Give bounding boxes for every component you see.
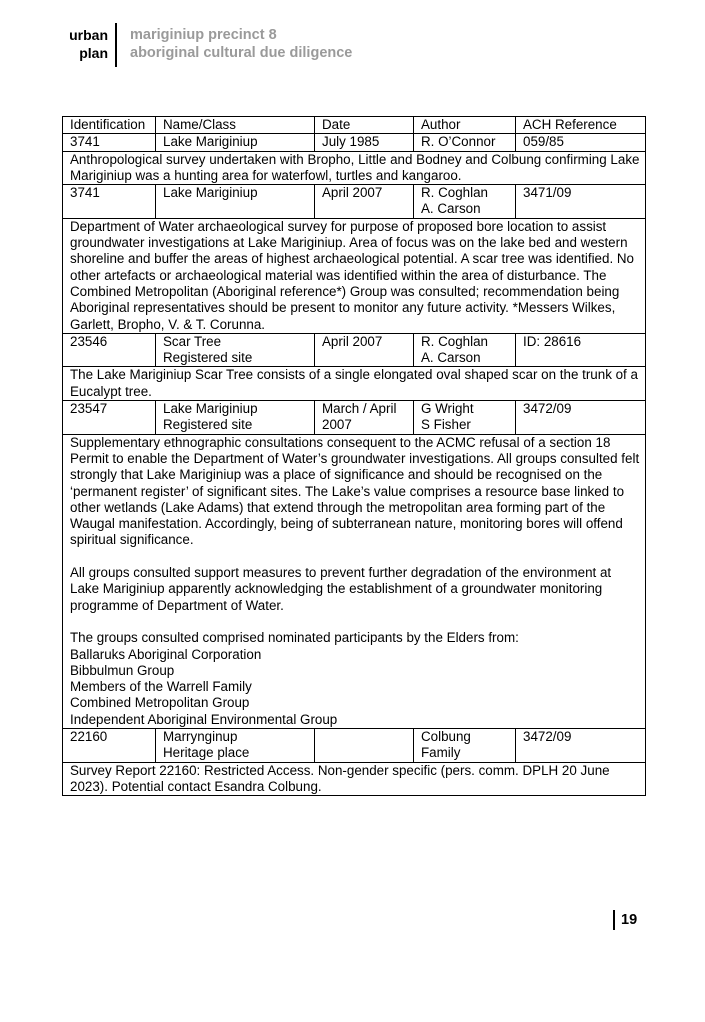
cell-line: R. Coghlan <box>421 333 488 349</box>
description-paragraph: Department of Water archaeological survey for purpose of proposed bore location to assist groundwater investigations at Lake Mariginiup. Area of focus was on the lake bed and western shoreline and buffer the areas of highest archaeological potential. A scar tree was identified. No other artefacts or archaeological material was identified within the area of disturbance. The Combined Metropolitan (Aboriginal reference*) Group was consulted; recommendation being Aboriginal representatives should be present to monitor any future activity. *Messers Wilkes, Garlett, Bropho, V. & T. Corunna. <box>70 218 635 332</box>
description-paragraph: The groups consulted comprised nominated participants by the Elders from: <box>70 630 519 646</box>
cell-line: Colbung <box>421 728 471 744</box>
cell-line: R. O’Connor <box>421 134 496 150</box>
cell-ach-reference: 3471/09 <box>516 185 646 219</box>
cell-description <box>63 367 646 401</box>
cell-line: March / April <box>322 401 397 417</box>
logo-line-2: plan <box>79 45 108 61</box>
description-paragraph: All groups consulted support measures to prevent further degradation of the environment at Lake Mariginiup apparently acknowledging the establishment of a groundwater monitoring programme of Department of Water. <box>70 565 612 613</box>
page-number-label: 19 <box>621 912 638 928</box>
cell-line: S Fisher <box>421 417 471 433</box>
document-title-line-2: aboriginal cultural due diligence <box>130 45 353 61</box>
cell-identification: 23546 <box>63 333 156 367</box>
site-register-table <box>62 116 646 796</box>
cell-line: Lake Mariginiup <box>163 401 258 417</box>
cell-description <box>63 218 646 333</box>
description-paragraph: Survey Report 22160: Restricted Access. Non-gender specific (pers. comm. DPLH 20 June 2023). Potential contact Esandra Colbung. <box>70 762 610 794</box>
paragraph-gap <box>70 549 640 565</box>
cell-date <box>315 728 414 762</box>
cell-ach-reference: 3472/09 <box>516 401 646 435</box>
cell-name-class <box>156 401 315 435</box>
cell-ach-reference: 059/85 <box>516 134 646 151</box>
cell-line: Marrynginup <box>163 728 238 744</box>
cell-line: April 2007 <box>322 185 383 201</box>
cell-line: A. Carson <box>421 350 481 366</box>
column-header-identification: Identification <box>63 117 156 134</box>
description-row <box>63 762 646 796</box>
table-row <box>63 728 646 762</box>
table-row <box>63 401 646 435</box>
cell-ach-reference: 3472/09 <box>516 728 646 762</box>
table-header-row <box>63 117 646 134</box>
cell-date <box>315 134 414 151</box>
cell-description <box>63 762 646 796</box>
column-header-ach-reference: ACH Reference <box>516 117 646 134</box>
cell-line: R. Coghlan <box>421 185 488 201</box>
cell-name-class <box>156 185 315 219</box>
column-header-date: Date <box>315 117 414 134</box>
cell-identification: 3741 <box>63 185 156 219</box>
cell-line: G Wright <box>421 401 474 417</box>
group-list-item: Independent Aboriginal Environmental Group <box>70 711 338 727</box>
group-list-item: Combined Metropolitan Group <box>70 695 250 711</box>
cell-line: April 2007 <box>322 333 383 349</box>
table-row <box>63 333 646 367</box>
cell-line: Heritage place <box>163 745 250 761</box>
cell-line: 2007 <box>322 417 352 433</box>
page-number-divider <box>613 910 615 930</box>
cell-date <box>315 333 414 367</box>
cell-name-class <box>156 134 315 151</box>
column-header-author: Author <box>414 117 516 134</box>
cell-identification: 22160 <box>63 728 156 762</box>
cell-line: Lake Mariginiup <box>163 134 258 150</box>
paragraph-gap <box>70 614 640 630</box>
cell-author <box>414 728 516 762</box>
description-row <box>63 218 646 333</box>
cell-author <box>414 134 516 151</box>
cell-line: Registered site <box>163 417 253 433</box>
cell-identification: 23547 <box>63 401 156 435</box>
cell-line: Lake Mariginiup <box>163 185 258 201</box>
group-list-item: Bibbulmun Group <box>70 662 175 678</box>
document-title <box>130 26 352 62</box>
document-title-line-1: mariginiup precinct 8 <box>130 27 277 43</box>
description-paragraph: Supplementary ethnographic consultations consequent to the ACMC refusal of a section 18 Permit to enable the Department of Water’s groundwater investigations. All groups consulted felt strongly that Lake Mariginiup was a place of significance and should be recognised on the ‘permanent register’ of significant sites. The Lake’s value comprises a resource base linked to other wetlands (Lake Adams) that extend through the metropolitan area forming part of the Waugal manifestation. Accordingly, being of subterranean nature, monitoring bores will offend spiritual significance. <box>70 434 640 548</box>
description-row <box>63 151 646 185</box>
description-paragraph: Anthropological survey undertaken with Bropho, Little and Bodney and Colbung confirming Lake Mariginiup was a hunting area for waterfowl, turtles and kangaroo. <box>70 151 640 183</box>
column-header-name-class: Name/Class <box>156 117 315 134</box>
table-row <box>63 134 646 151</box>
cell-line: Registered site <box>163 350 253 366</box>
cell-date <box>315 185 414 219</box>
cell-identification: 3741 <box>63 134 156 151</box>
header-divider <box>115 23 117 67</box>
group-list-item: Members of the Warrell Family <box>70 679 252 695</box>
description-row <box>63 434 646 728</box>
cell-ach-reference: ID: 28616 <box>516 333 646 367</box>
cell-author <box>414 333 516 367</box>
description-paragraph: The Lake Mariginiup Scar Tree consists of a single elongated oval shaped scar on the trunk of a Eucalypt tree. <box>70 367 638 399</box>
cell-line: A. Carson <box>421 201 481 217</box>
cell-date <box>315 401 414 435</box>
cell-description <box>63 434 646 728</box>
cell-line: Family <box>421 745 461 761</box>
cell-line: Scar Tree <box>163 333 222 349</box>
urbanplan-logo <box>62 26 108 62</box>
group-list-item: Ballaruks Aboriginal Corporation <box>70 646 262 662</box>
cell-description <box>63 151 646 185</box>
description-row <box>63 367 646 401</box>
cell-name-class <box>156 333 315 367</box>
cell-name-class <box>156 728 315 762</box>
logo-line-1: urban <box>69 27 108 43</box>
table-row <box>63 185 646 219</box>
cell-author <box>414 401 516 435</box>
cell-line: July 1985 <box>322 134 380 150</box>
cell-author <box>414 185 516 219</box>
